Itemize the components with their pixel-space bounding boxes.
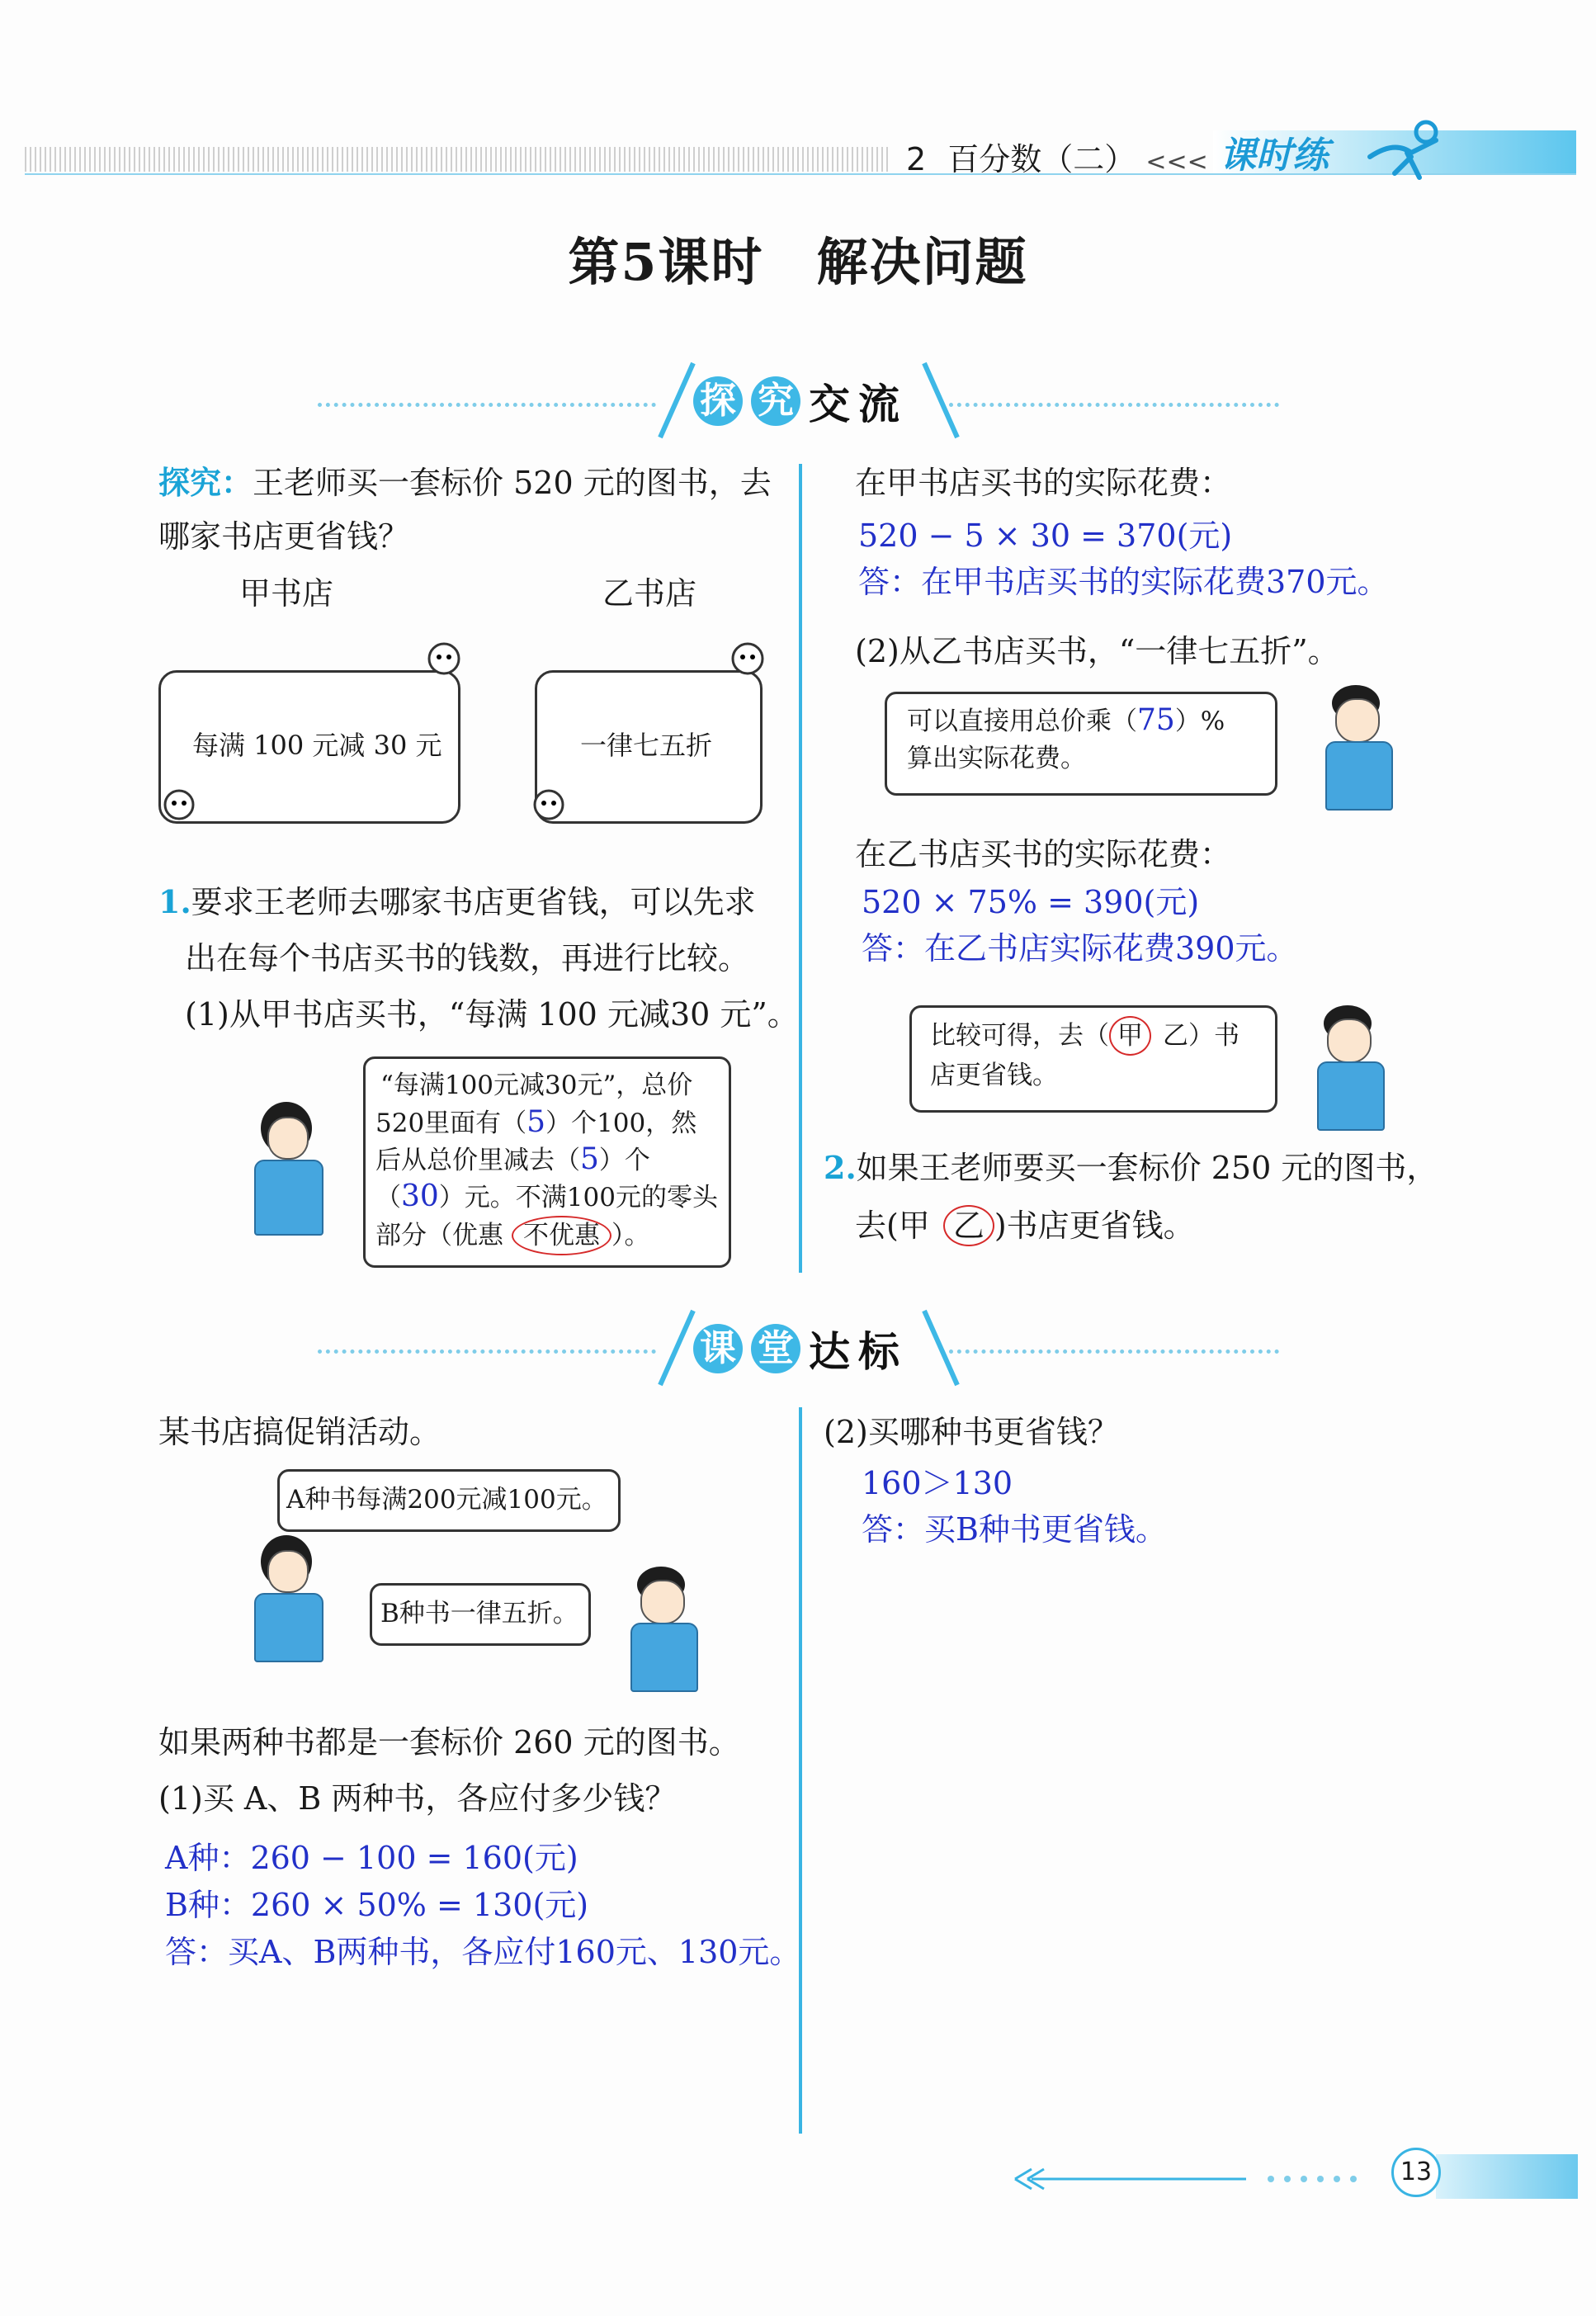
shop-b-name: 乙书店 xyxy=(602,575,697,612)
answer-calc-2: 520 × 75% = 390(元) xyxy=(862,884,1200,920)
header-arrows: <<< xyxy=(1145,148,1208,177)
q2-line1 xyxy=(824,1149,1438,1187)
bubble1-line2 xyxy=(375,1104,696,1141)
practice-a2-line2: 答：买B种书更省钱。 xyxy=(862,1511,1167,1548)
practice-a1-line3: 答：买A、B两种书，各应付160元、130元。 xyxy=(165,1934,801,1970)
section-divider-left xyxy=(318,1349,656,1354)
bubble3-option: 乙 xyxy=(1163,1021,1188,1051)
bubble1-line3 xyxy=(375,1141,650,1179)
bubble-b-text: B种书一律五折。 xyxy=(380,1599,578,1628)
bubble1-line1: “每满100元减30元”，总价 xyxy=(380,1071,693,1100)
practice-a2-line1: 160＞130 xyxy=(862,1465,1013,1501)
bubble1-line5 xyxy=(375,1216,650,1255)
q2-number: 2. xyxy=(824,1149,857,1186)
practice-a1-line2: B种：260 × 50% = 130(元) xyxy=(165,1887,589,1923)
answer-text-2: 答：在乙书店实际花费390元。 xyxy=(862,930,1298,967)
boy-figure xyxy=(626,1567,700,1690)
bubble1-text: （ xyxy=(375,1183,401,1212)
bubble3-line1 xyxy=(930,1016,1239,1056)
bubble1-text: ）个100，然 xyxy=(545,1108,697,1138)
q1-sub1: (1)从甲书店买书，“每满 100 元减30 元”。 xyxy=(185,996,799,1033)
bubble3-line2: 店更省钱。 xyxy=(930,1061,1058,1090)
footer-banner xyxy=(1436,2154,1578,2199)
girl-body xyxy=(254,1160,323,1236)
explore-question-line1 xyxy=(158,464,772,502)
explore-question-text: 王老师买一套标价 520 元的图书，去 xyxy=(253,465,772,501)
bubble1-choice-circled: 不优惠 xyxy=(512,1216,611,1255)
q2-choice-circled: 乙 xyxy=(943,1205,994,1246)
section-char: 课 xyxy=(693,1324,743,1373)
shop-a-sign xyxy=(158,670,460,824)
boy-figure xyxy=(1312,1005,1386,1129)
practice-condition: 如果两种书都是一套标价 260 元的图书。 xyxy=(158,1724,740,1761)
boy-body xyxy=(1325,741,1393,811)
q2-text: 去(甲 xyxy=(855,1208,930,1244)
boy-body xyxy=(630,1623,698,1692)
section-char: 探 xyxy=(693,376,743,426)
section-divider-left xyxy=(318,403,656,407)
boy-face xyxy=(1335,698,1380,743)
section-char: 堂 xyxy=(751,1324,800,1373)
practice-q2: (2)买哪种书更省钱？ xyxy=(824,1414,1119,1450)
bubble1-fill-c: 30 xyxy=(401,1179,439,1213)
bubble1-text: ）元。不满100元的零头 xyxy=(438,1183,718,1212)
boy-body xyxy=(1317,1061,1385,1131)
speech-bubble-3 xyxy=(909,1005,1277,1113)
puppy-icon xyxy=(423,636,465,685)
header-line xyxy=(25,173,1576,175)
bubble2-text: ）% xyxy=(1174,707,1225,736)
bubble1-text: 后从总价里减去（ xyxy=(375,1146,580,1175)
practice-q1: (1)买 A、B 两种书，各应付多少钱？ xyxy=(158,1780,677,1817)
answer-text-1: 答：在甲书店买书的实际花费370元。 xyxy=(858,564,1389,600)
puppy-icon xyxy=(726,636,769,685)
footer-arrow-icon xyxy=(999,2162,1411,2195)
girl-face xyxy=(267,1550,309,1593)
boy-face xyxy=(640,1580,685,1624)
shop-a-name: 甲书店 xyxy=(239,575,334,612)
bubble1-text: ）个 xyxy=(598,1146,650,1175)
section-title-explore xyxy=(693,371,900,431)
speech-bubble-1 xyxy=(363,1056,731,1268)
boy-face xyxy=(1327,1019,1372,1063)
shop-b-sign-text: 一律七五折 xyxy=(580,730,713,761)
explore-question-line2: 哪家书店更省钱？ xyxy=(158,518,410,555)
answer-calc-1: 520 − 5 × 30 = 370(元) xyxy=(858,518,1233,554)
bubble3-choice-circled: 甲 xyxy=(1109,1016,1151,1056)
speech-bubble-2 xyxy=(885,692,1277,796)
bubble1-fill-b: 5 xyxy=(580,1142,599,1176)
column-divider-top xyxy=(799,464,802,1273)
header-unit-title: 百分数（二） xyxy=(947,141,1136,177)
q2-text: )书店更省钱。 xyxy=(994,1208,1195,1244)
section-char: 标 xyxy=(858,1328,900,1376)
q2-text: 如果王老师要买一套标价 250 元的图书， xyxy=(856,1150,1438,1186)
speech-bubble-a xyxy=(277,1469,621,1532)
section-divider-right xyxy=(949,1349,1279,1354)
q1-sub2: (2)从乙书店买书，“一律七五折”。 xyxy=(855,633,1339,669)
practice-a1-line1: A种：260 − 100 = 160(元) xyxy=(165,1840,578,1876)
section-char: 达 xyxy=(809,1328,850,1376)
boy-figure xyxy=(1320,685,1395,809)
q1-line1 xyxy=(158,883,756,921)
bubble2-line2: 算出实际花费。 xyxy=(907,744,1086,773)
bubble1-text: 部分（优惠 xyxy=(375,1221,503,1250)
girl-body xyxy=(254,1593,323,1662)
q1-line2: 出在每个书店买书的钱数，再进行比较。 xyxy=(185,940,750,976)
bubble-a-text: A种书每满200元减100元。 xyxy=(286,1485,607,1515)
right-l1: 在甲书店买书的实际花费： xyxy=(855,465,1232,501)
header-stripe xyxy=(25,147,891,172)
section-char: 交 xyxy=(809,380,850,428)
girl-face xyxy=(267,1117,309,1160)
bubble2-text: 可以直接用总价乘（ xyxy=(907,707,1137,736)
header-unit-number: 2 xyxy=(906,141,927,177)
section-char: 究 xyxy=(751,376,800,426)
right-l2: 在乙书店买书的实际花费： xyxy=(855,836,1232,872)
bubble3-text: ）书 xyxy=(1188,1021,1239,1051)
girl-figure xyxy=(246,1535,328,1659)
header-unit xyxy=(906,134,1208,179)
bubble1-fill-a: 5 xyxy=(526,1105,546,1139)
q2-line2 xyxy=(855,1205,1195,1246)
column-divider-bottom xyxy=(799,1407,802,2134)
section-divider-right xyxy=(949,403,1279,407)
practice-intro: 某书店搞促销活动。 xyxy=(158,1414,441,1450)
explore-label: 探究： xyxy=(158,464,253,501)
bubble3-text: 比较可得，去（ xyxy=(930,1021,1109,1051)
section-title-practice xyxy=(693,1319,900,1378)
q1-number: 1. xyxy=(158,883,191,920)
kitten-icon xyxy=(158,782,200,824)
section-char: 流 xyxy=(858,380,900,428)
q1-text: 要求王老师去哪家书店更省钱，可以先求 xyxy=(191,884,756,920)
page-number: 13 xyxy=(1391,2148,1441,2197)
bubble2-fill: 75 xyxy=(1137,703,1175,737)
bubble2-line1 xyxy=(907,702,1225,740)
shop-a-sign-text: 每满 100 元减 30 元 xyxy=(192,730,442,761)
bubble1-text: ）。 xyxy=(611,1221,650,1250)
speech-bubble-b xyxy=(370,1583,591,1646)
bubble1-line4 xyxy=(375,1179,718,1216)
header-series: 课时练 xyxy=(1220,135,1329,177)
girl-figure xyxy=(246,1102,328,1234)
header-runner-icon xyxy=(1362,116,1452,182)
page-title: 第5课时 解决问题 xyxy=(568,232,1028,292)
bubble1-text: 520里面有（ xyxy=(375,1108,527,1138)
kitten-icon xyxy=(528,782,569,824)
